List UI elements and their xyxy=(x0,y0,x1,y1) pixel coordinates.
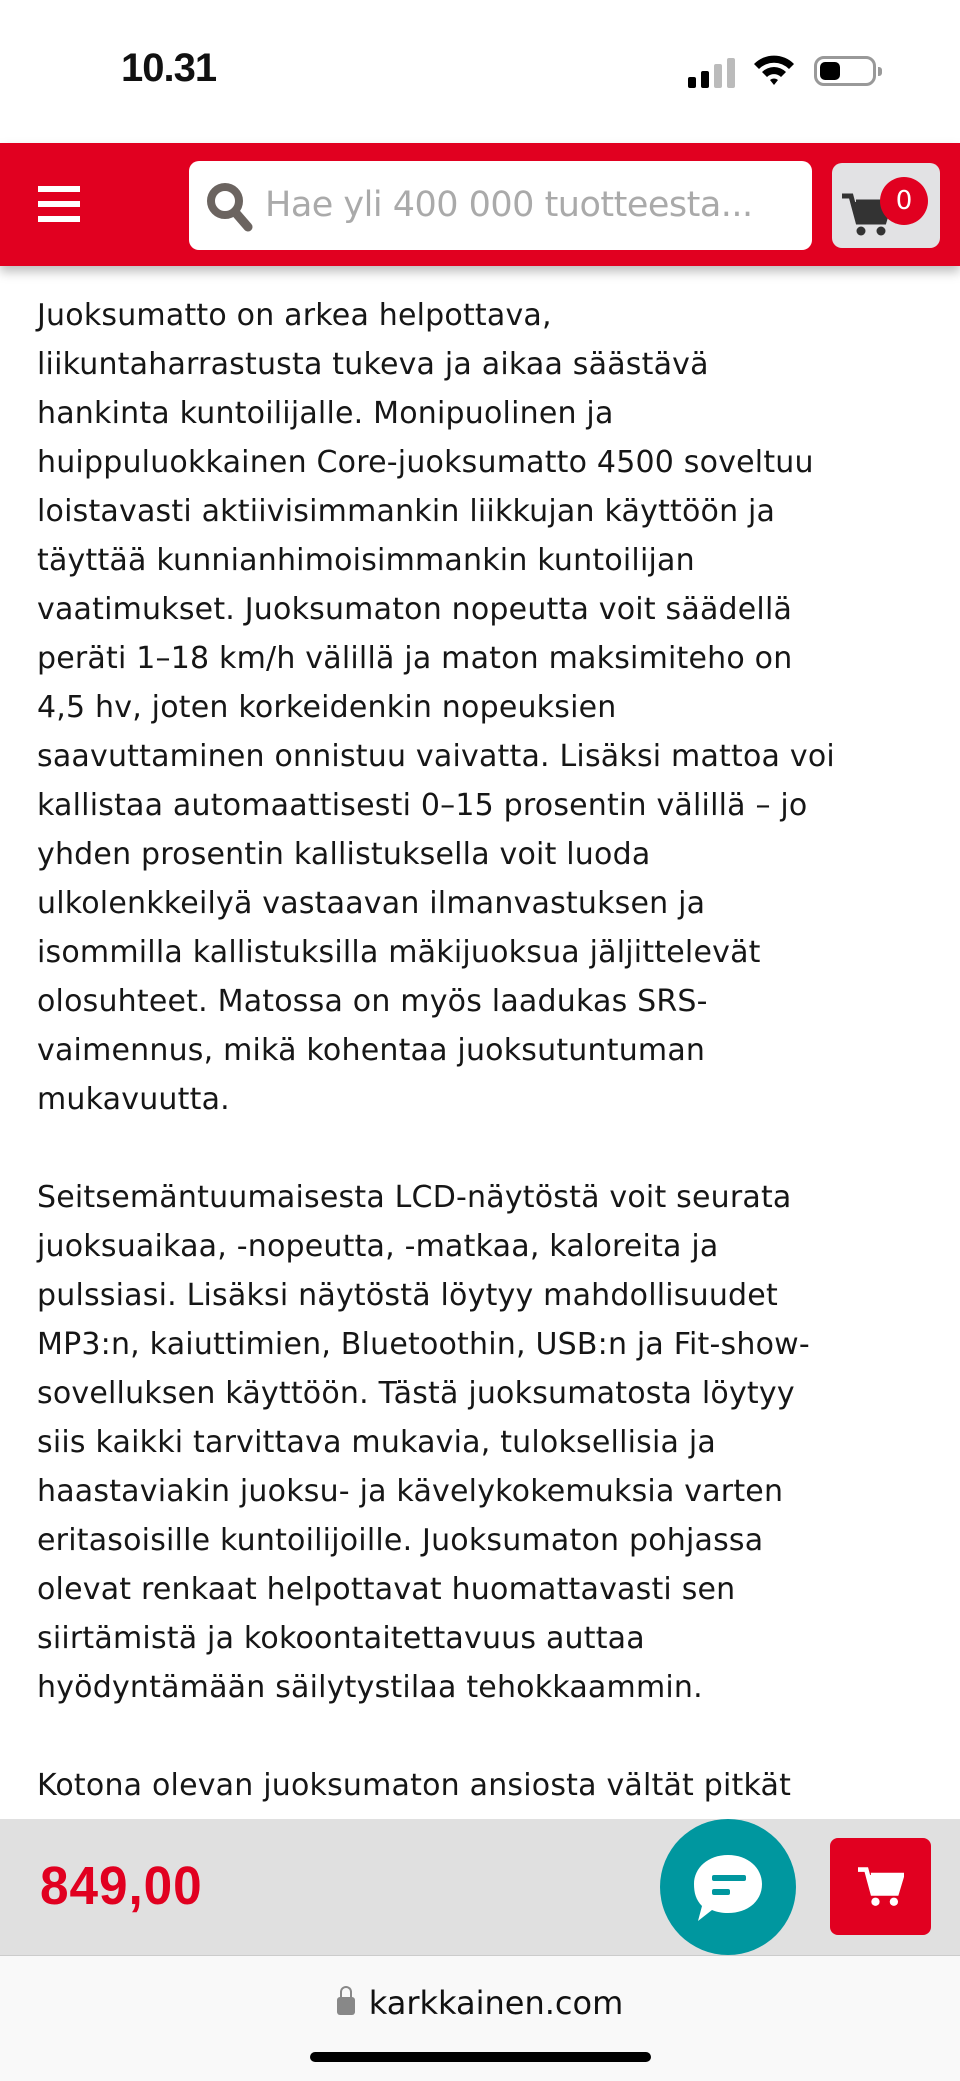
search-placeholder: Hae yli 400 000 tuotteesta... xyxy=(265,185,753,225)
status-bar xyxy=(0,0,960,143)
chat-button[interactable] xyxy=(660,1819,796,1955)
description-line: vaimennus, mikä kohentaa juoksutuntuman xyxy=(37,1033,706,1068)
description-line: Seitsemäntuumaisesta LCD-näytöstä voit seurata xyxy=(37,1180,792,1215)
description-line: loistavasti aktiivisimmankin liikkujan käyttöön ja xyxy=(37,494,776,529)
home-indicator xyxy=(310,2052,651,2062)
sticky-purchase-bar xyxy=(0,1819,960,1955)
browser-address-bar[interactable] xyxy=(0,1955,960,2081)
cellular-signal-icon xyxy=(688,58,738,88)
description-line: eritasoisille kuntoilijoille. Juoksumaton pohjassa xyxy=(37,1523,764,1558)
description-line: haastaviakin juoksu- ja kävelykokemuksia varten xyxy=(37,1474,784,1509)
search-input[interactable] xyxy=(189,161,812,250)
description-line: vaatimukset. Juoksumaton nopeutta voit säädellä xyxy=(37,592,793,627)
description-line: sovelluksen käyttöön. Tästä juoksumatosta löytyy xyxy=(37,1376,795,1411)
description-line: ulkolenkkeilyä vastaavan ilmanvastuksen ja xyxy=(37,886,706,921)
description-line: pulssiasi. Lisäksi näytöstä löytyy mahdollisuudet xyxy=(37,1278,778,1313)
description-line: liikuntaharrastusta tukeva ja aikaa säästävä xyxy=(37,347,709,382)
add-to-cart-button[interactable] xyxy=(830,1838,931,1935)
description-line: kallistaa automaattisesti 0–15 prosentin välillä – jo xyxy=(37,788,808,823)
chat-icon xyxy=(690,1851,766,1925)
product-description xyxy=(37,291,937,1859)
cart-button[interactable] xyxy=(832,163,940,248)
description-line: Juoksumatto on arkea helpottava, xyxy=(37,298,552,333)
cart-count-badge: 0 xyxy=(880,177,928,225)
menu-icon[interactable] xyxy=(38,186,80,224)
product-price: 849,00 xyxy=(40,1856,203,1916)
description-paragraph xyxy=(37,1761,937,1810)
description-line: siis kaikki tarvittava mukavia, tuloksellisia ja xyxy=(37,1425,716,1460)
description-line: hankinta kuntoilijalle. Monipuolinen ja xyxy=(37,396,614,431)
battery-icon xyxy=(814,56,876,86)
description-paragraph xyxy=(37,291,937,1124)
description-line: peräti 1–18 km/h välillä ja maton maksimiteho on xyxy=(37,641,793,676)
description-line: isommilla kallistuksilla mäkijuoksua jäljittelevät xyxy=(37,935,761,970)
description-line: hyödyntämään säilytystilaa tehokkaammin. xyxy=(37,1670,703,1705)
description-line: juoksuaikaa, -nopeutta, -matkaa, kaloreita ja xyxy=(37,1229,719,1264)
description-paragraph xyxy=(37,1173,937,1712)
description-line: Kotona olevan juoksumaton ansiosta vältät pitkät xyxy=(37,1768,792,1803)
search-icon xyxy=(205,181,255,233)
description-line: 4,5 hv, joten korkeidenkin nopeuksien xyxy=(37,690,617,725)
description-line: yhden prosentin kallistuksella voit luoda xyxy=(37,837,651,872)
description-line: saavuttaminen onnistuu vaivatta. Lisäksi mattoa voi xyxy=(37,739,835,774)
cart-icon xyxy=(858,1866,904,1908)
description-line: MP3:n, kaiuttimien, Bluetoothin, USB:n ja Fit-show- xyxy=(37,1327,810,1362)
description-line: täyttää kunnianhimoisimmankin kuntoilijan xyxy=(37,543,695,578)
description-line: olosuhteet. Matossa on myös laadukas SRS- xyxy=(37,984,708,1019)
wifi-icon xyxy=(752,52,796,86)
lock-icon xyxy=(337,1997,355,2015)
description-line: huippuluokkainen Core-juoksumatto 4500 soveltuu xyxy=(37,445,814,480)
description-line: siirtämistä ja kokoontaitettavuus auttaa xyxy=(37,1621,645,1656)
description-line: olevat renkaat helpottavat huomattavasti sen xyxy=(37,1572,736,1607)
status-time: 10.31 xyxy=(121,46,217,90)
description-line: mukavuutta. xyxy=(37,1082,230,1117)
site-header xyxy=(0,143,960,266)
url-text: karkkainen.com xyxy=(368,1984,624,2022)
